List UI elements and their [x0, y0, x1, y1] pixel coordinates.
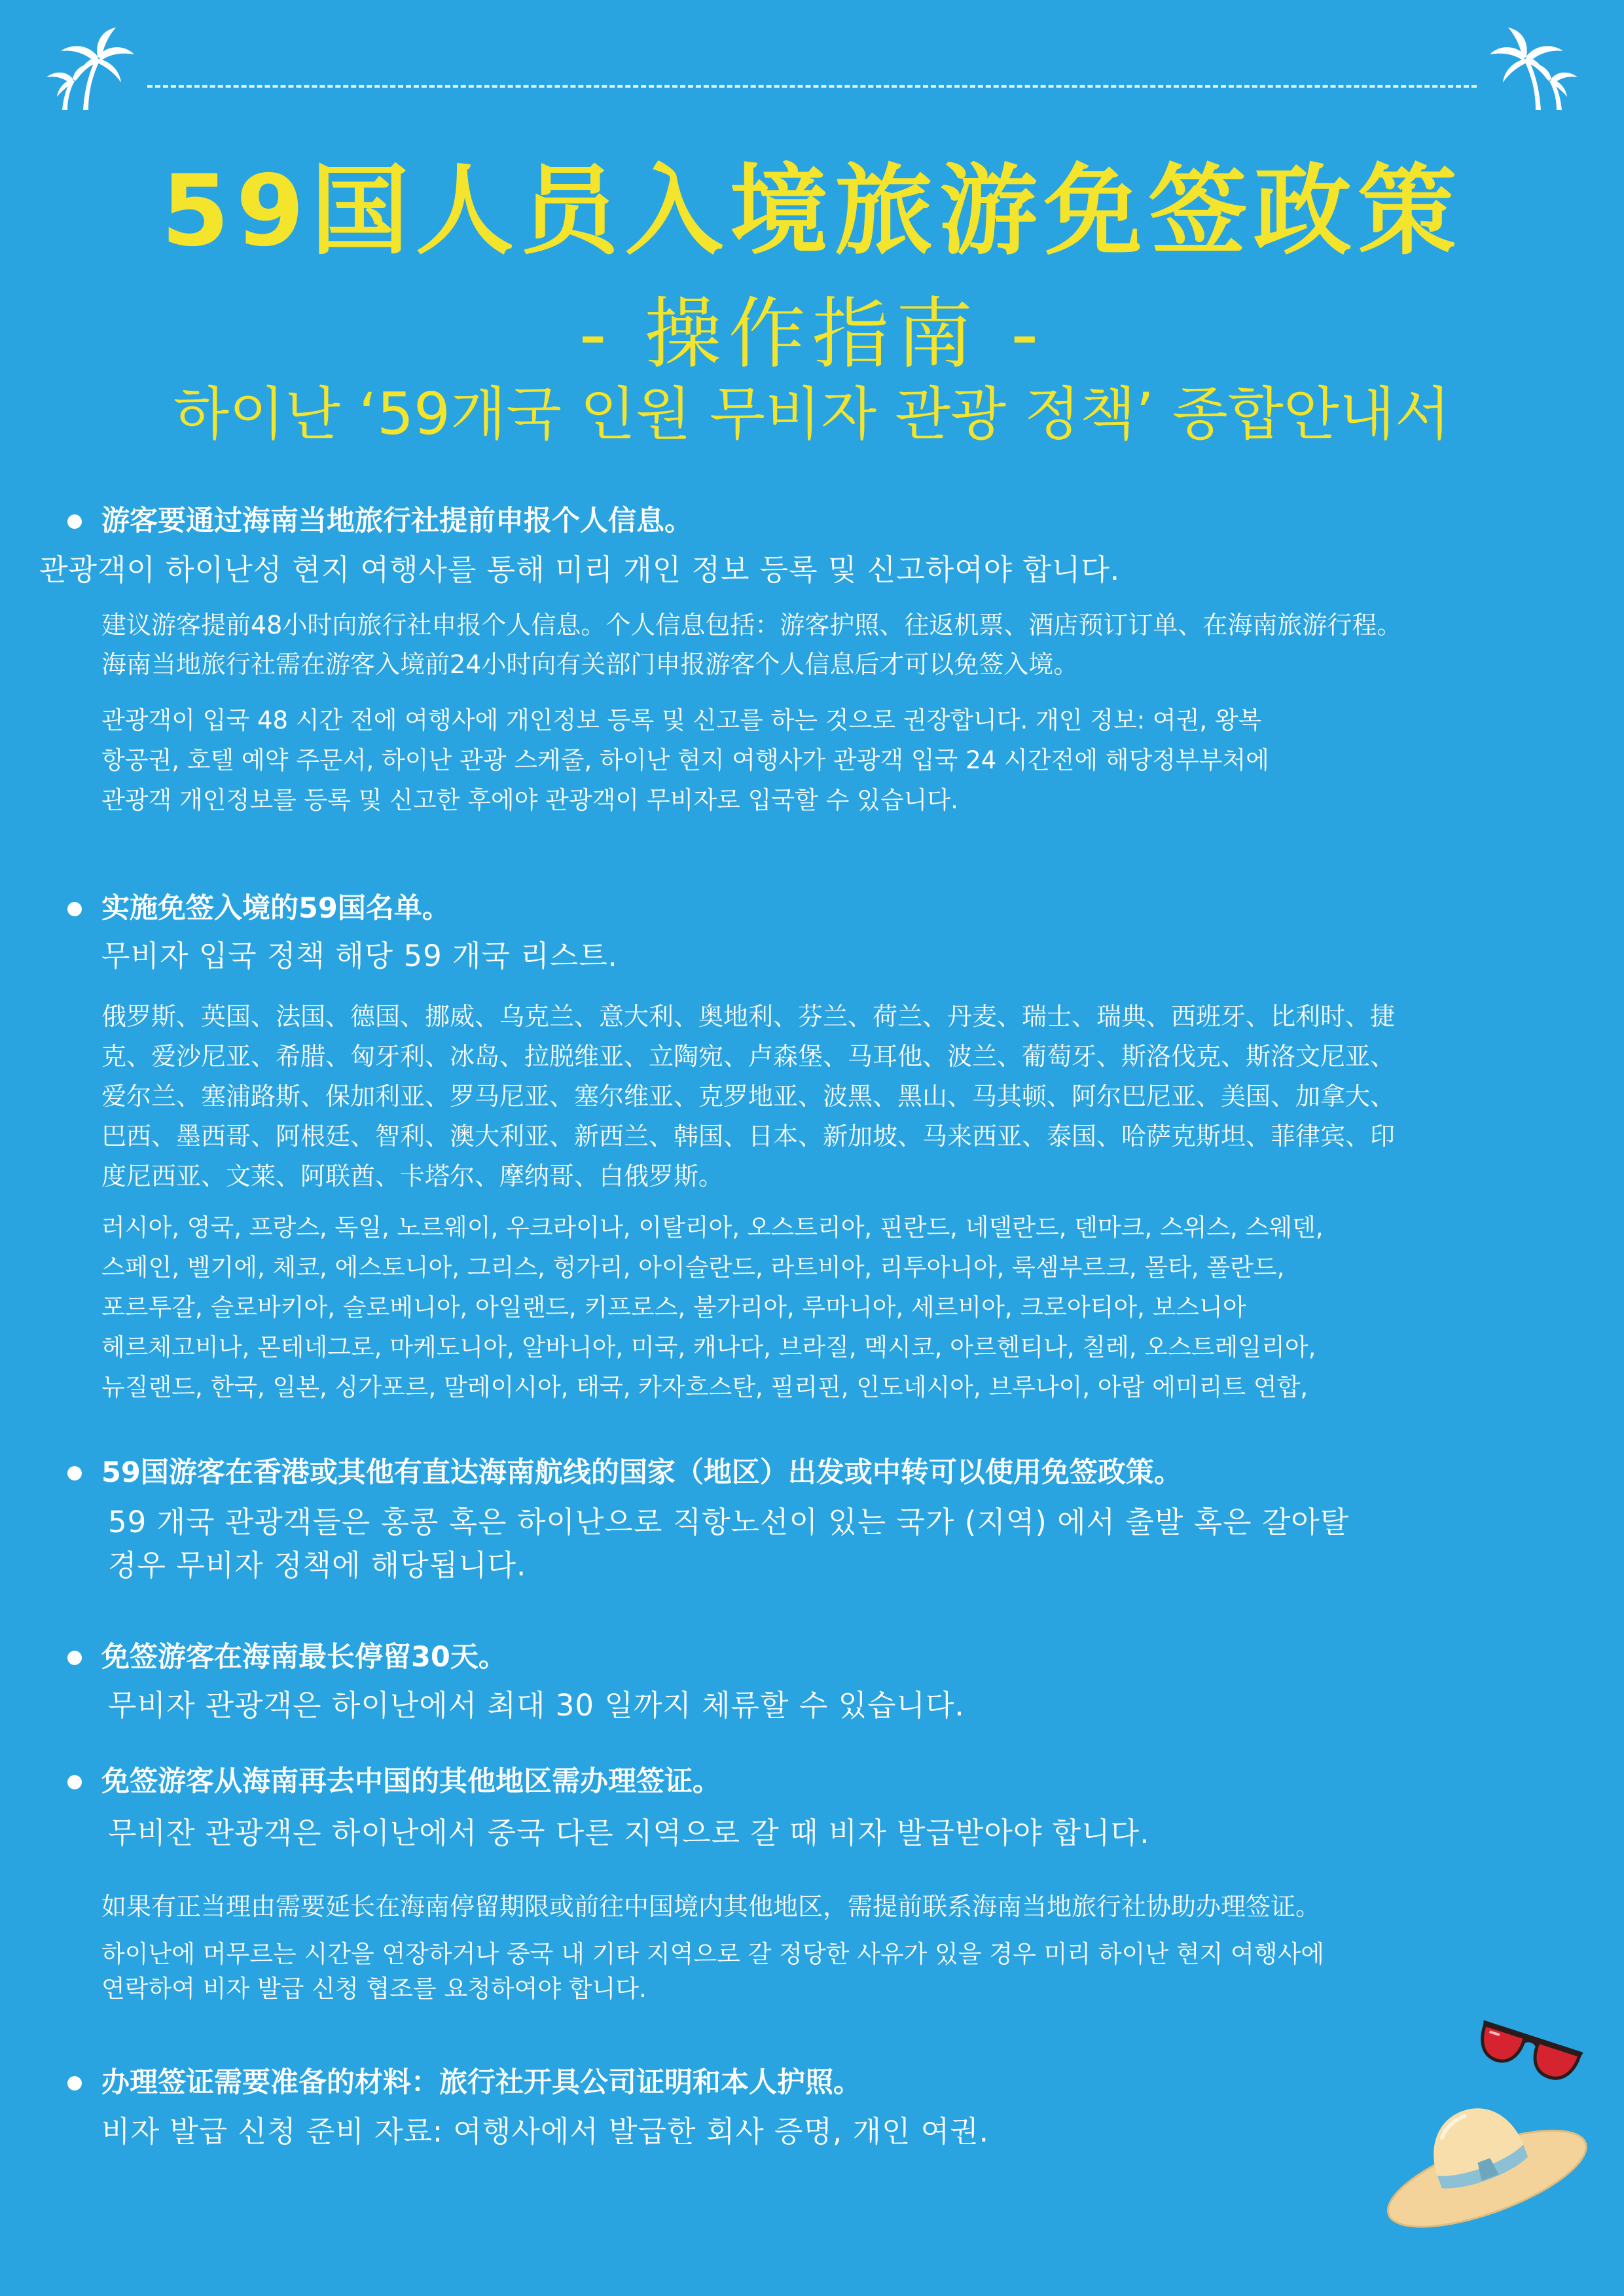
palm-tree-icon	[1483, 25, 1581, 110]
page-title: 59国人员入境旅游免签政策	[161, 154, 1463, 268]
section-heading: 免签游客在海南最长停留30天。	[101, 1641, 507, 1674]
country-list-line: 헤르체고비나, 몬테네그로, 마케도니아, 알바니아, 미국, 캐나다, 브라질, 멕시코, 아르헨티나, 칠레, 오스트레일리아,	[101, 1333, 1316, 1361]
page-title-korean: 하이난 ‘59개국 인원 무비자 관광 정책’ 종합안내서	[173, 380, 1451, 448]
section-subheading: 관광객이 하이난성 현지 여행사를 통해 미리 개인 정보 등록 및 신고하여야 합니다.	[39, 552, 1121, 587]
detail-line: 연락하여 비자 발급 신청 협조를 요청하여야 합니다.	[101, 1975, 647, 2003]
country-list-line: 포르투갈, 슬로바키아, 슬로베니아, 아일랜드, 키프로스, 불가리아, 루마니아, 세르비아, 크로아티아, 보스니아	[101, 1293, 1246, 1321]
detail-line: 관광객 개인정보를 등록 및 신고한 후에야 관광객이 무비자로 입국할 수 있습니다.	[101, 786, 958, 814]
section-heading: 免签游客从海南再去中国的其他地区需办理签证。	[101, 1765, 721, 1798]
page-subtitle: - 操作指南 -	[579, 289, 1045, 379]
sun-hat-icon	[1375, 2081, 1591, 2238]
section-subheading: 59 개국 관광객들은 홍콩 혹은 하이난으로 직항노선이 있는 국가 (지역) 에서 출발 혹은 갈아탈	[108, 1505, 1350, 1539]
detail-line: 建议游客提前48小时向旅行社申报个人信息。个人信息包括：游客护照、往返机票、酒店预订订单、在海南旅游行程。	[101, 611, 1402, 639]
sunglasses-icon	[1470, 2016, 1587, 2088]
section-heading: 59国游客在香港或其他有直达海南航线的国家（地区）出发或中转可以使用免签政策。	[101, 1456, 1182, 1489]
palm-tree-icon	[43, 25, 141, 110]
section-subheading: 비자 발급 신청 준비 자료: 여행사에서 발급한 회사 증명, 개인 여권.	[101, 2114, 990, 2149]
detail-line: 如果有正当理由需要延长在海南停留期限或前往中国境内其他地区，需提前联系海南当地旅行社协助办理签证。	[101, 1892, 1321, 1921]
country-list-line: 度尼西亚、文莱、阿联酋、卡塔尔、摩纳哥、白俄罗斯。	[101, 1162, 724, 1191]
detail-line: 관광객이 입국 48 시간 전에 여행사에 개인정보 등록 및 신고를 하는 것으로 권장합니다. 개인 정보: 여권, 왕복	[101, 706, 1262, 734]
country-list-line: 스페인, 벨기에, 체코, 에스토니아, 그리스, 헝가리, 아이슬란드, 라트비아, 리투아니아, 룩셈부르크, 몰타, 폴란드,	[101, 1253, 1285, 1282]
detail-line: 항공권, 호텔 예약 주문서, 하이난 관광 스케줄, 하이난 현지 여행사가 관광객 입국 24 시간전에 해당정부부처에	[101, 746, 1269, 774]
section-subheading: 무비자 입국 정책 해당 59 개국 리스트.	[101, 939, 618, 973]
detail-line: 하이난에 머무르는 시간을 연장하거나 중국 내 기타 지역으로 갈 정당한 사유가 있을 경우 미리 하이난 현지 여행사에	[101, 1940, 1325, 1968]
country-list-line: 克、爱沙尼亚、希腊、匈牙利、冰岛、拉脱维亚、立陶宛、卢森堡、马耳他、波兰、葡萄牙、斯洛伐克、斯洛文尼亚、	[101, 1042, 1396, 1071]
dashed-divider	[147, 85, 1477, 88]
bullet-icon	[67, 902, 82, 916]
country-list-line: 러시아, 영국, 프랑스, 독일, 노르웨이, 우크라이나, 이탈리아, 오스트리아, 핀란드, 네델란드, 덴마크, 스위스, 스웨덴,	[101, 1213, 1324, 1242]
country-list-line: 爱尔兰、塞浦路斯、保加利亚、罗马尼亚、塞尔维亚、克罗地亚、波黑、黑山、马其顿、阿尔巴尼亚、美国、加拿大、	[101, 1082, 1396, 1111]
section-heading: 办理签证需要准备的材料：旅行社开具公司证明和本人护照。	[101, 2066, 861, 2099]
country-list-line: 뉴질랜드, 한국, 일본, 싱가포르, 말레이시아, 태국, 카자흐스탄, 필리핀, 인도네시아, 브루나이, 아랍 에미리트 연합,	[101, 1373, 1308, 1401]
detail-line: 海南当地旅行社需在游客入境前24小时向有关部门申报游客个人信息后才可以免签入境。	[101, 650, 1079, 679]
section-subheading: 무비잔 관광객은 하이난에서 중국 다른 지역으로 갈 때 비자 발급받아야 합니다.	[108, 1816, 1150, 1850]
section-heading: 游客要通过海南当地旅行社提前申报个人信息。	[101, 505, 693, 537]
bullet-icon	[67, 1775, 82, 1789]
section-subheading: 무비자 관광객은 하이난에서 최대 30 일까지 체류할 수 있습니다.	[108, 1688, 965, 1723]
bullet-icon	[67, 2076, 82, 2090]
section-heading: 实施免签入境的59国名单。	[101, 892, 450, 925]
bullet-icon	[67, 1651, 82, 1665]
bullet-icon	[67, 514, 82, 529]
bullet-icon	[67, 1466, 82, 1480]
country-list-line: 巴西、墨西哥、阿根廷、智利、澳大利亚、新西兰、韩国、日本、新加坡、马来西亚、泰国、哈萨克斯坦、菲律宾、印	[101, 1122, 1396, 1151]
country-list-line: 俄罗斯、英国、法国、德国、挪威、乌克兰、意大利、奥地利、芬兰、荷兰、丹麦、瑞士、瑞典、西班牙、比利时、捷	[101, 1002, 1396, 1031]
section-subheading: 경우 무비자 정책에 해당됩니다.	[108, 1548, 527, 1583]
